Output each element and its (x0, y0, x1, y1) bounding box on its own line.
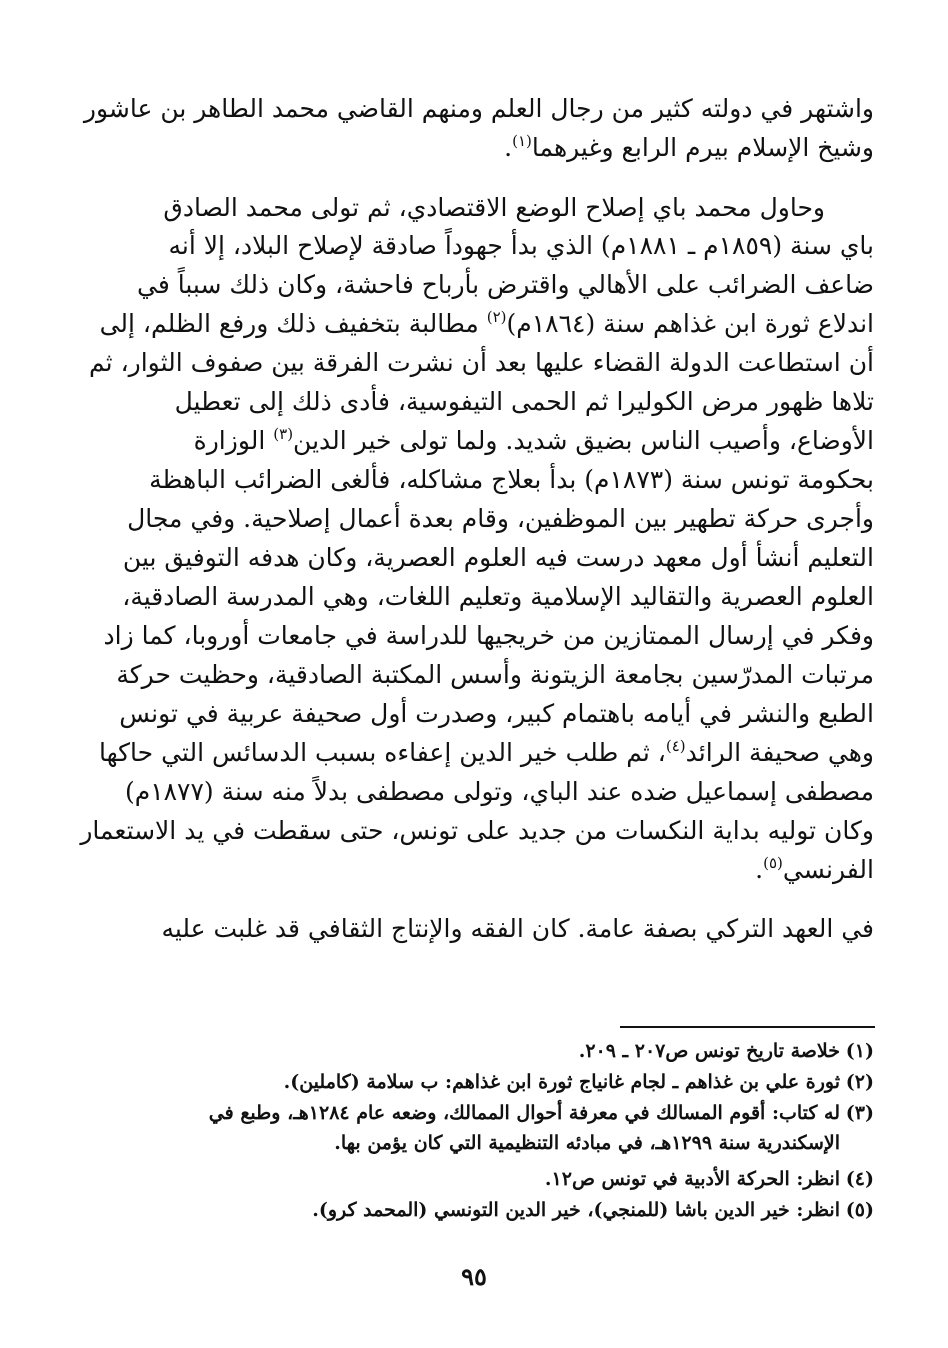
body-line: بحكومة تونس سنة (١٨٧٣م) بدأ بعلاج مشاكله، فألغى الضرائب الباهظة (149, 465, 874, 494)
body-line: اندلاع ثورة ابن غذاهم سنة (١٨٦٤م)$^{(٢)}$ مطالبة بتخفيف ذلك ورفع الظلم، إلى (99, 308, 874, 338)
footnote-number: (٣) (845, 1102, 874, 1124)
footnote-ref: (٥) (763, 854, 783, 872)
footnote-number: (٥) (845, 1199, 874, 1221)
body-line: وكان توليه بداية النكسات من جديد على تونس، حتى سقطت في يد الاستعمار (80, 816, 874, 845)
body-line: وأجرى حركة تطهير بين الموظفين، وقام بعدة أعمال إصلاحية. وفي مجال (127, 504, 874, 533)
body-line: في العهد التركي بصفة عامة. كان الفقه والإنتاج الثقافي قد غلبت عليه (161, 914, 874, 943)
body-line: تلاها ظهور مرض الكوليرا ثم الحمى التيفوسية، فأدى ذلك إلى تعطيل (174, 387, 874, 416)
footnote-continuation: الإسكندرية سنة ١٢٩٩هـ، في مبادئه التنظيمية التي كان يؤمن بها. (334, 1132, 840, 1154)
body-line: أن استطاعت الدولة القضاء عليها بعد أن نشرت الفرقة بين صفوف الثوار، ثم (89, 348, 874, 377)
footnote: (١)خلاصة تاريخ تونس ص٢٠٧ ـ ٢٠٩. (74, 1036, 874, 1066)
body-line: وشيخ الإسلام بيرم الرابع وغيرهما$^{(١)}$. (504, 132, 874, 162)
body-line: مرتبات المدرّسين بجامعة الزيتونة وأسس المكتبة الصادقية، وحظيت حركة (116, 660, 874, 689)
body-line: الطبع والنشر في أيامه باهتمام كبير، وصدرت أول صحيفة عربية في تونس (119, 699, 874, 728)
footnote-number: (١) (845, 1040, 874, 1062)
footnote-number: (٢) (845, 1071, 874, 1093)
page-number: ٩٥ (461, 1262, 487, 1291)
footnote: (٥)انظر: خير الدين باشا (للمنجي)، خير الدين التونسي (المحمد كرو). (74, 1195, 874, 1225)
body-line: باي سنة (١٨٥٩م ـ ١٨٨١م) الذي بدأ جهوداً صادقة لإصلاح البلاد، إلا أنه (168, 231, 874, 260)
body-line: مصطفى إسماعيل ضده عند الباي، وتولى مصطفى بدلاً منه سنة (١٨٧٧م) (124, 777, 874, 806)
footnote-ref: (٤) (665, 737, 686, 755)
body-line: وهي صحيفة الرائد$^{(٤)}$، ثم طلب خير الدين إعفاءه بسبب الدسائس التي حاكها (99, 737, 874, 767)
body-line: وفكر في إرسال الممتازين من خريجيها للدراسة في جامعات أوروبا، كما زاد (103, 621, 874, 650)
footnote-separator (620, 1026, 875, 1028)
body-line: العلوم العصرية والتقاليد الإسلامية وتعليم اللغات، وهي المدرسة الصادقية، (122, 582, 874, 611)
body-line: وحاول محمد باي إصلاح الوضع الاقتصادي، ثم تولى محمد الصادق (163, 193, 825, 222)
footnote-number: (٤) (845, 1168, 874, 1190)
footnote-ref: (١) (512, 132, 532, 150)
footnote-ref: (٣) (273, 425, 294, 443)
footnote: (٣)له كتاب: أقوم المسالك في معرفة أحوال الممالك، وضعه عام ١٢٨٤هـ، وطبع في (74, 1098, 874, 1128)
body-line: الفرنسي$^{(٥)}$. (755, 854, 874, 884)
footnote: (٢)ثورة علي بن غذاهم ـ لجام غانياج ثورة ابن غذاهم: ب سلامة (كاملين). (74, 1067, 874, 1097)
body-line: الأوضاع، وأصيب الناس بضيق شديد. ولما تولى خير الدين$^{(٣)}$ الوزارة (193, 425, 874, 455)
footnote: (٤)انظر: الحركة الأدبية في تونس ص١٢. (74, 1164, 874, 1194)
body-line: التعليم أنشأ أول معهد درست فيه العلوم العصرية، وكان هدفه التوفيق بين (122, 543, 874, 572)
body-line: ضاعف الضرائب على الأهالي واقترض بأرباح فاحشة، وكان ذلك سبباً في (137, 270, 874, 299)
body-line: واشتهر في دولته كثير من رجال العلم ومنهم القاضي محمد الطاهر بن عاشور (83, 94, 874, 123)
footnote-ref: (٢) (486, 308, 507, 326)
